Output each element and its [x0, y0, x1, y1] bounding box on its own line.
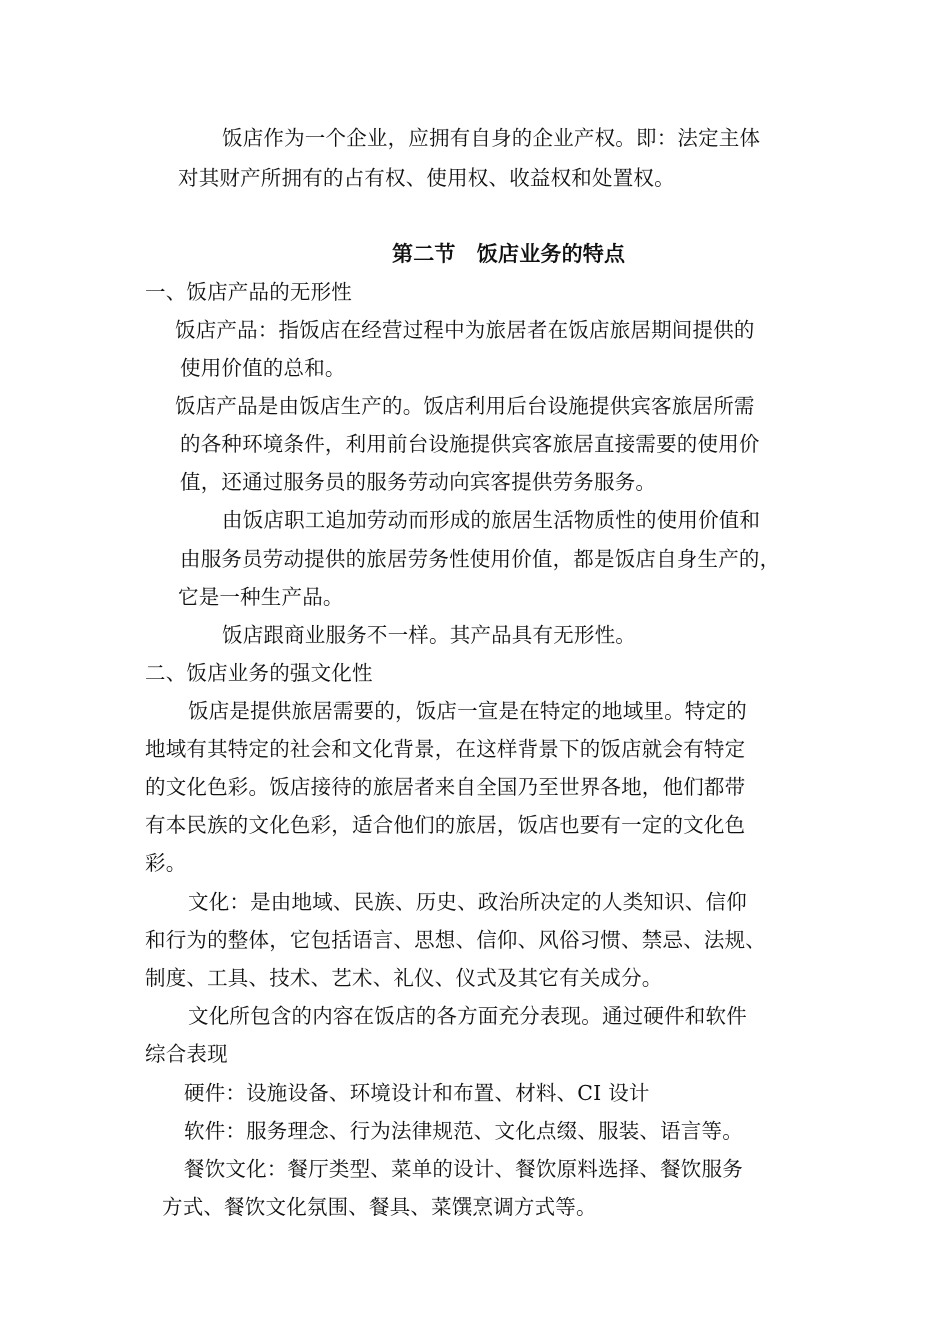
paragraph-line: 饭店跟商业服务不一样。其产品具有无形性。 — [222, 623, 636, 647]
paragraph-line: 地域有其特定的社会和文化背景，在这样背景下的饭店就会有特定 — [145, 737, 746, 761]
subheading: 一、饭店产品的无形性 — [145, 280, 352, 304]
paragraph-line: 有本民族的文化色彩，适合他们的旅居，饭店也要有一定的文化色 — [145, 813, 746, 837]
section-title: 第二节 饭店业务的特点 — [392, 241, 626, 266]
paragraph-line: 综合表现 — [145, 1042, 228, 1066]
paragraph-line: 对其财产所拥有的占有权、使用权、收益权和处置权。 — [178, 166, 675, 190]
paragraph-line: 软件：服务理念、行为法律规范、文化点缀、服装、语言等。 — [184, 1119, 743, 1143]
paragraph-line: 饭店产品：指饭店在经营过程中为旅居者在饭店旅居期间提供的 — [175, 318, 755, 342]
paragraph-line: 饭店作为一个企业，应拥有自身的企业产权。即：法定主体 — [222, 126, 761, 150]
paragraph-line: 彩。 — [145, 851, 187, 875]
paragraph-line: 餐饮文化：餐厅类型、菜单的设计、餐饮原料选择、餐饮服务 — [184, 1157, 743, 1181]
subheading: 二、饭店业务的强文化性 — [145, 661, 373, 685]
paragraph-line: 由饭店职工追加劳动而形成的旅居生活物质性的使用价值和 — [222, 508, 761, 532]
paragraph-line: 饭店产品是由饭店生产的。饭店利用后台设施提供宾客旅居所需 — [175, 394, 755, 418]
paragraph-line: 由服务员劳动提供的旅居劳务性使用价值，都是饭店自身生产的， — [180, 547, 781, 571]
paragraph-line: 文化所包含的内容在饭店的各方面充分表现。通过硬件和软件 — [188, 1004, 747, 1028]
paragraph-line: 它是一种生产品。 — [178, 585, 344, 609]
paragraph-line: 文化：是由地域、民族、历史、政治所决定的人类知识、信仰 — [188, 890, 747, 914]
paragraph-line: 和行为的整体，它包括语言、思想、信仰、风俗习惯、禁忌、法规、 — [145, 928, 766, 952]
paragraph-line: 的各种环境条件，利用前台设施提供宾客旅居直接需要的使用价 — [180, 432, 760, 456]
paragraph-line: 值，还通过服务员的服务劳动向宾客提供劳务服务。 — [180, 470, 657, 494]
paragraph-line: 使用价值的总和。 — [180, 356, 346, 380]
paragraph-line: 制度、工具、技术、艺术、礼仪、仪式及其它有关成分。 — [145, 966, 663, 990]
paragraph-line: 饭店是提供旅居需要的，饭店一宣是在特定的地域里。特定的 — [188, 699, 747, 723]
paragraph-line: 的文化色彩。饭店接待的旅居者来自全国乃至世界各地，他们都带 — [145, 775, 746, 799]
paragraph-line: 硬件：设施设备、环境设计和布置、材料、CI 设计 — [184, 1081, 650, 1105]
paragraph-line: 方式、餐饮文化氛围、餐具、菜馔烹调方式等。 — [162, 1195, 597, 1219]
